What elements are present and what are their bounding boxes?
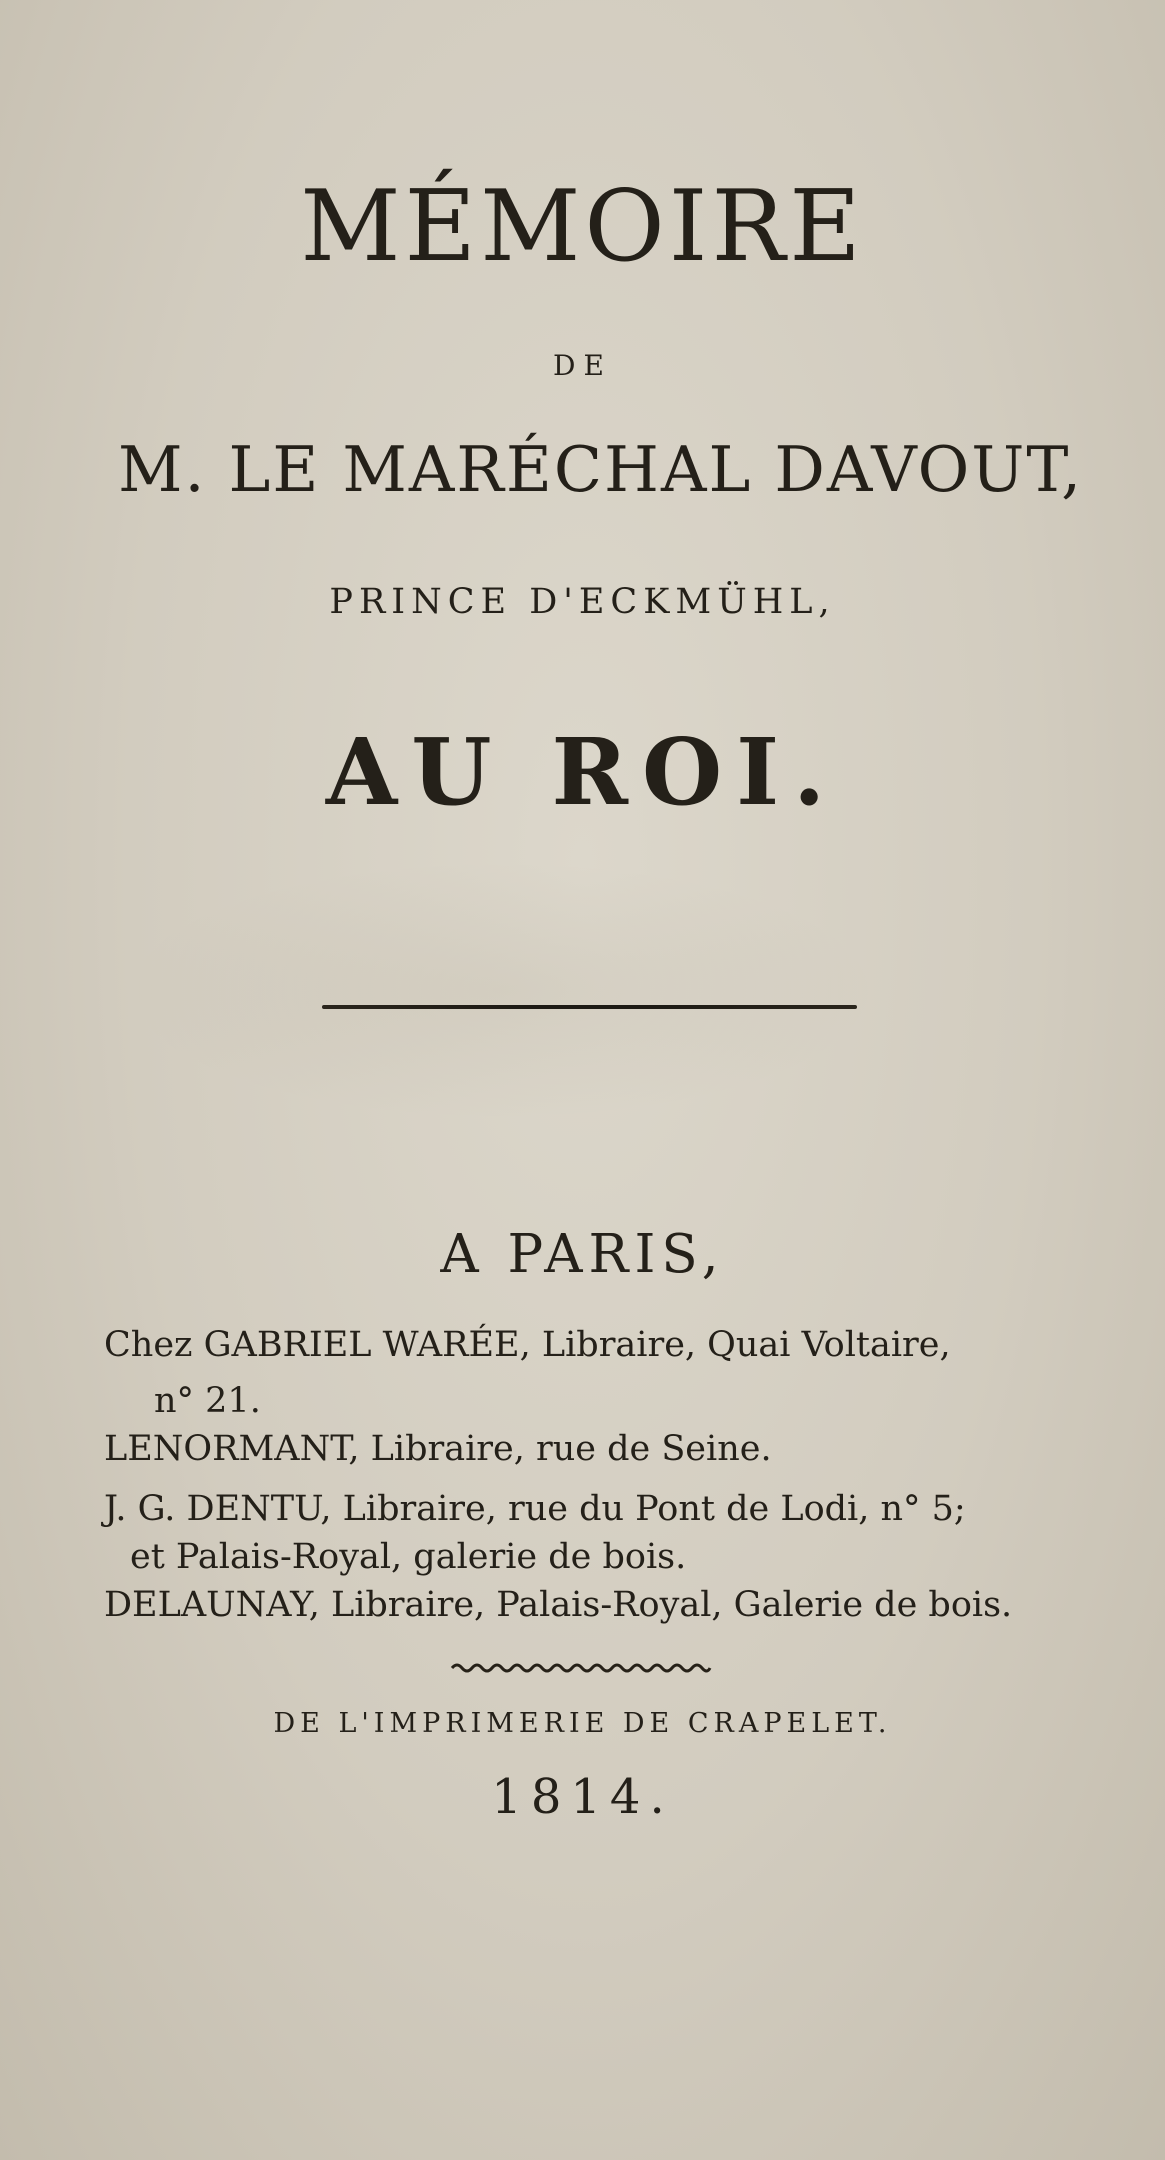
title-prince-eckmuhl: PRINCE D'ECKMÜHL,	[329, 582, 836, 622]
title-memoire: MÉMOIRE	[300, 170, 865, 284]
imprint-city: A PARIS,	[440, 1224, 725, 1285]
title-de: DE	[553, 349, 612, 382]
title-au-roi: AU ROI.	[325, 718, 840, 826]
imprint-address-line: Chez GABRIEL WARÉE, Libraire, Quai Voltaire,	[104, 1325, 951, 1365]
imprint-address-line: J. G. DENTU, Libraire, rue du Pont de Lodi, n° 5;	[104, 1489, 966, 1529]
imprint-address-line: n° 21.	[154, 1381, 261, 1421]
publication-year: 1814.	[491, 1769, 674, 1825]
imprint-address-line: et Palais-Royal, galerie de bois.	[130, 1537, 687, 1577]
title-marechal-davout: M. LE MARÉCHAL DAVOUT,	[118, 433, 1084, 506]
imprint-address-line: LENORMANT, Libraire, rue de Seine.	[104, 1429, 772, 1469]
paper-stain	[120, 860, 880, 1120]
title-divider-rule	[322, 1005, 857, 1009]
imprint-address-line: DELAUNAY, Libraire, Palais-Royal, Galerie de bois.	[104, 1585, 1013, 1625]
printer-line: DE L'IMPRIMERIE DE CRAPELET.	[273, 1708, 892, 1739]
ornamental-wavy-rule	[450, 1660, 712, 1676]
